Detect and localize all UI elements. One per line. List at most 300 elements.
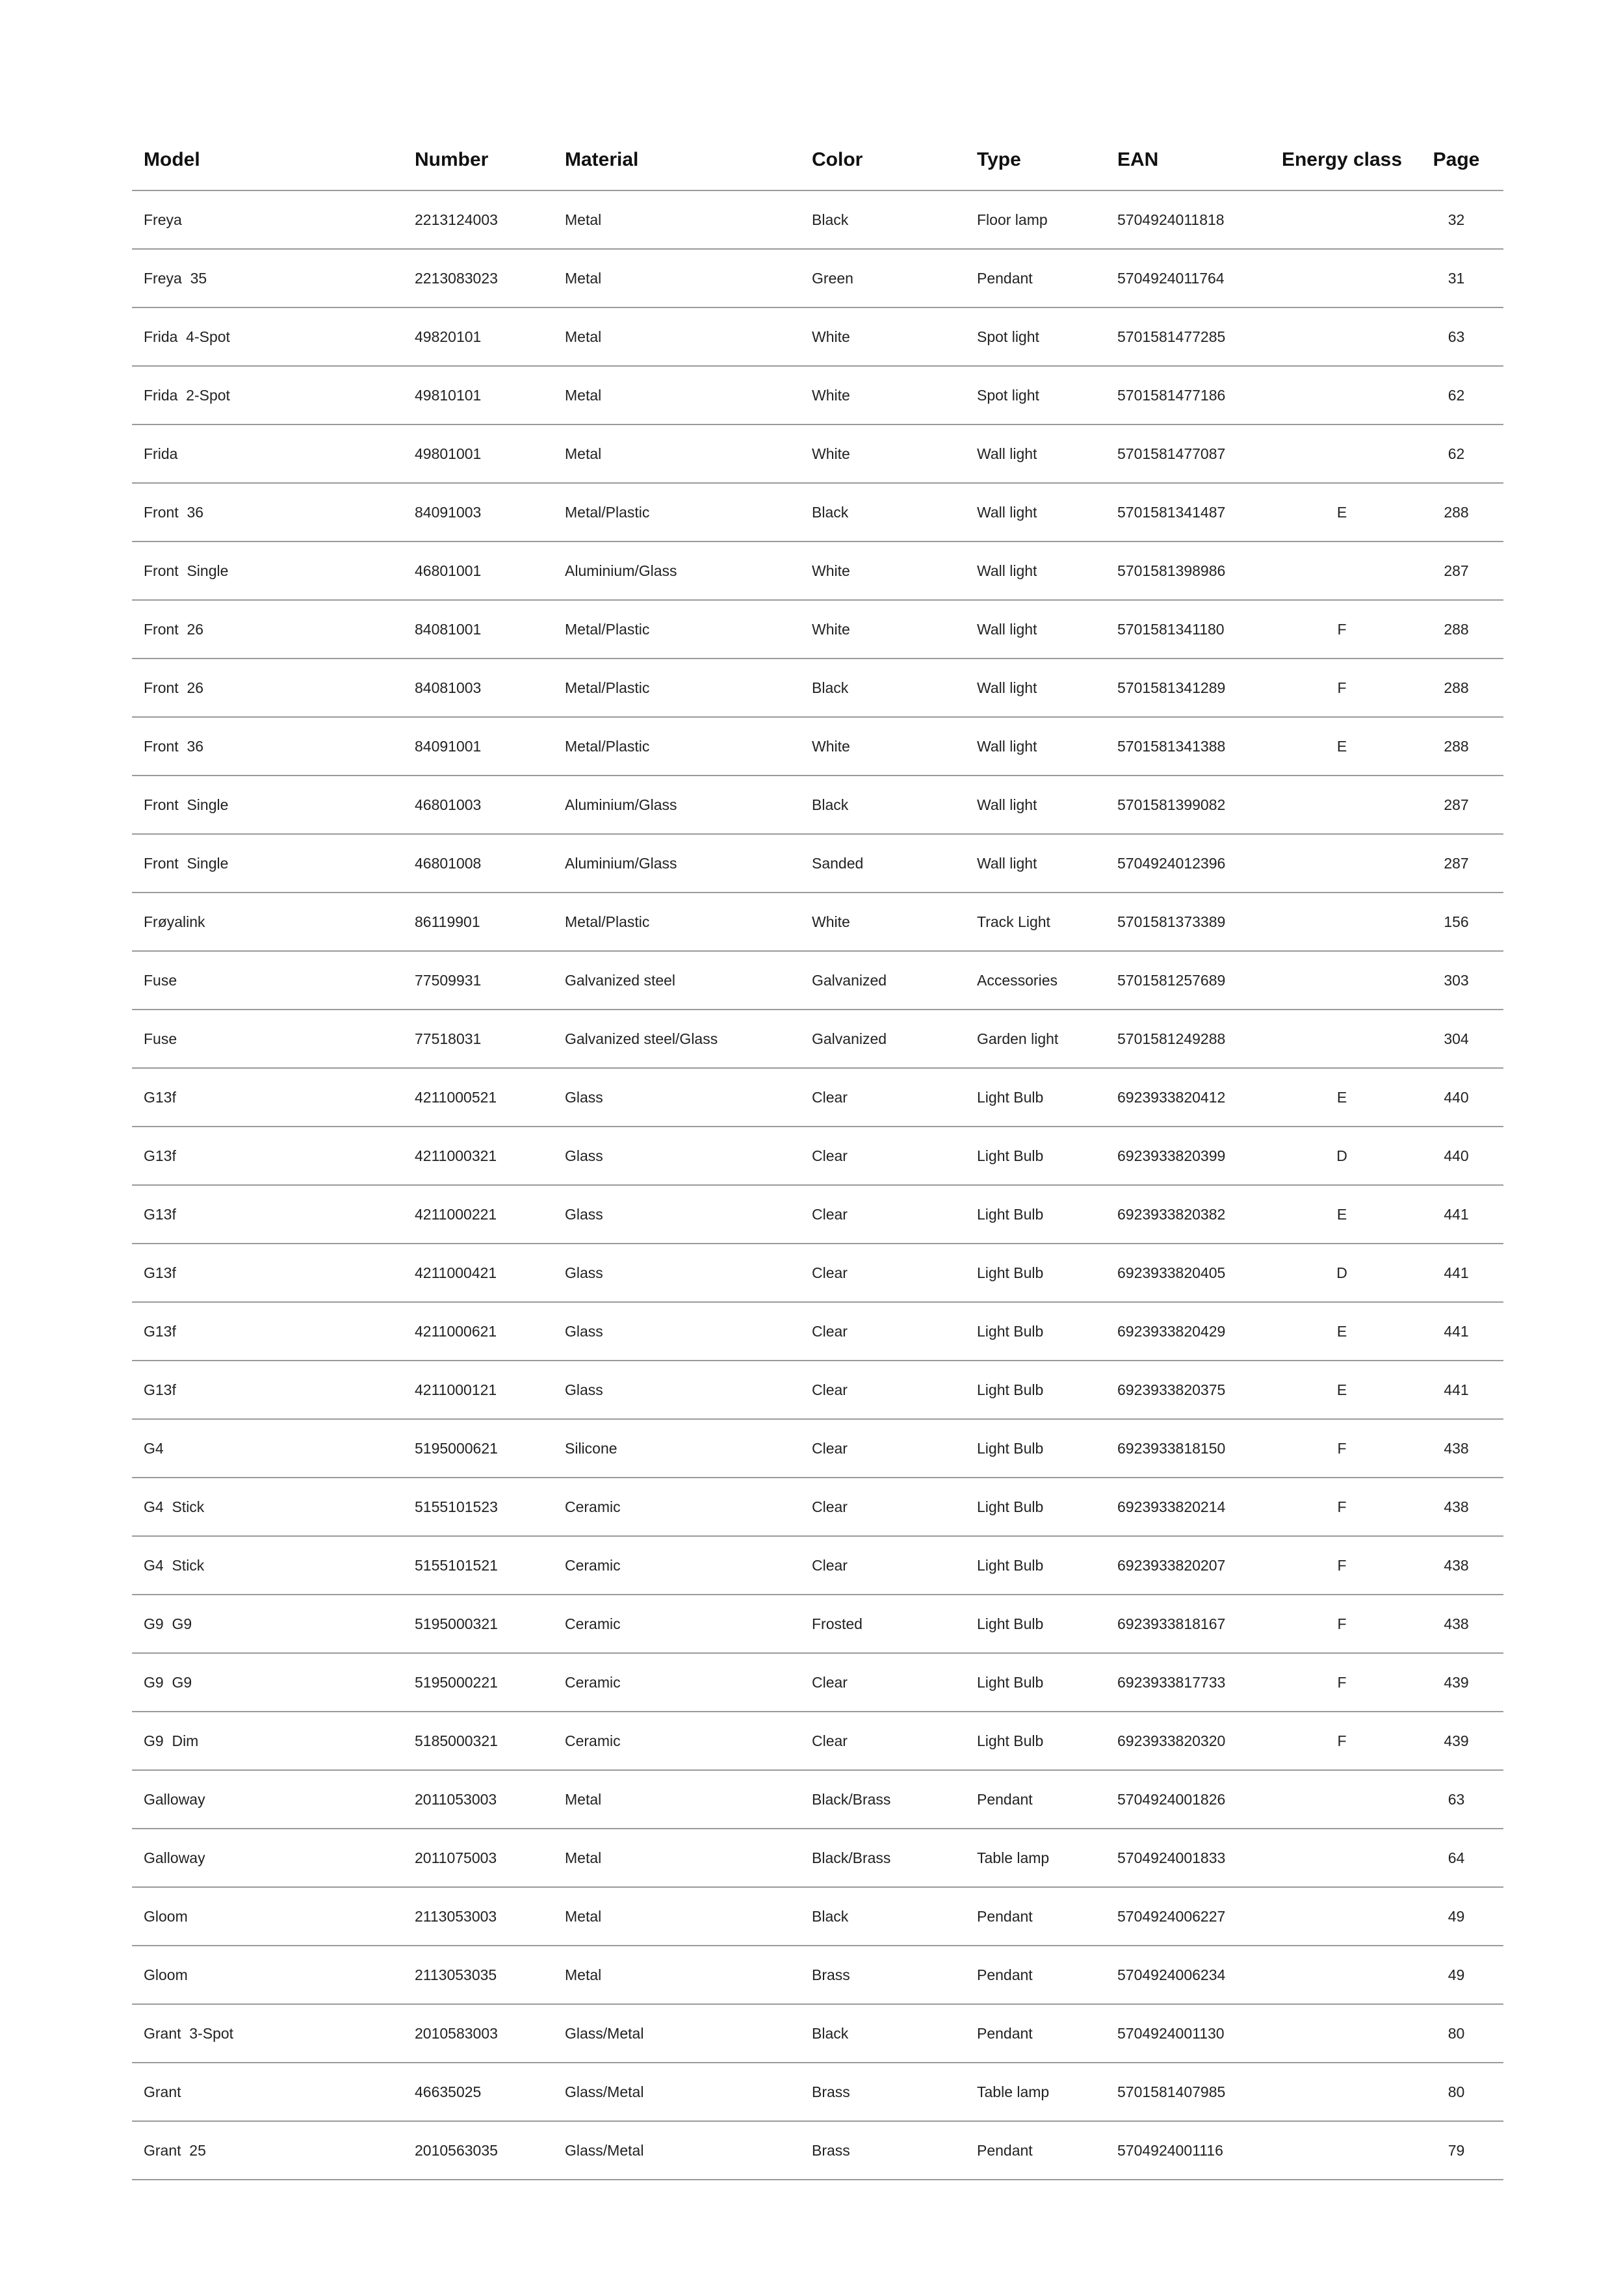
cell-number: 86119901: [403, 893, 553, 951]
cell-ean: 5701581373389: [1106, 893, 1275, 951]
cell-energy-class: [1275, 1946, 1409, 2004]
cell-type: Wall light: [965, 717, 1106, 776]
cell-page: 288: [1409, 483, 1503, 541]
table-row: [132, 1478, 1503, 1536]
cell-ean: 5701581249288: [1106, 1010, 1275, 1068]
cell-color: Clear: [800, 1653, 965, 1712]
cell-number: 5185000321: [403, 1712, 553, 1770]
cell-energy-class: E: [1275, 483, 1409, 541]
cell-model: Fuse: [132, 1010, 403, 1068]
table-row: [132, 1127, 1503, 1185]
column-header-number: Number: [403, 130, 553, 190]
cell-type: Wall light: [965, 659, 1106, 717]
cell-energy-class: [1275, 1829, 1409, 1887]
cell-energy-class: [1275, 2063, 1409, 2121]
cell-page: 62: [1409, 424, 1503, 483]
cell-color: Galvanized: [800, 1010, 965, 1068]
table-row: [132, 2004, 1503, 2063]
cell-energy-class: [1275, 893, 1409, 951]
cell-type: Light Bulb: [965, 1185, 1106, 1244]
cell-page: 64: [1409, 1829, 1503, 1887]
cell-color: White: [800, 600, 965, 659]
cell-ean: 6923933818150: [1106, 1419, 1275, 1478]
table-row: [132, 776, 1503, 834]
cell-page: 288: [1409, 717, 1503, 776]
cell-number: 2213083023: [403, 249, 553, 307]
cell-energy-class: F: [1275, 1478, 1409, 1536]
cell-number: 5155101521: [403, 1536, 553, 1595]
cell-number: 2113053003: [403, 1887, 553, 1946]
cell-type: Light Bulb: [965, 1127, 1106, 1185]
cell-type: Light Bulb: [965, 1302, 1106, 1361]
cell-energy-class: [1275, 2004, 1409, 2063]
cell-color: Black: [800, 190, 965, 249]
cell-type: Table lamp: [965, 2063, 1106, 2121]
cell-energy-class: E: [1275, 1361, 1409, 1419]
table-row: [132, 717, 1503, 776]
cell-ean: 6923933820214: [1106, 1478, 1275, 1536]
cell-material: Glass: [553, 1302, 800, 1361]
cell-ean: 6923933820405: [1106, 1244, 1275, 1302]
table-row: [132, 1419, 1503, 1478]
cell-energy-class: [1275, 1010, 1409, 1068]
cell-color: Brass: [800, 2063, 965, 2121]
cell-type: Light Bulb: [965, 1068, 1106, 1127]
table-row: [132, 1887, 1503, 1946]
cell-ean: 5704924001130: [1106, 2004, 1275, 2063]
cell-energy-class: [1275, 1887, 1409, 1946]
cell-color: Clear: [800, 1302, 965, 1361]
cell-model: Grant 3-Spot: [132, 2004, 403, 2063]
table-row: [132, 366, 1503, 424]
cell-type: Garden light: [965, 1010, 1106, 1068]
cell-material: Metal: [553, 249, 800, 307]
cell-color: Clear: [800, 1127, 965, 1185]
cell-page: 80: [1409, 2063, 1503, 2121]
cell-page: 287: [1409, 541, 1503, 600]
cell-ean: 5701581341289: [1106, 659, 1275, 717]
cell-page: 63: [1409, 307, 1503, 366]
table-row: [132, 1829, 1503, 1887]
cell-color: White: [800, 541, 965, 600]
cell-model: G4 Stick: [132, 1536, 403, 1595]
cell-model: G9 G9: [132, 1595, 403, 1653]
cell-model: Grant 25: [132, 2121, 403, 2180]
cell-type: Table lamp: [965, 1829, 1106, 1887]
cell-color: Galvanized: [800, 951, 965, 1010]
cell-energy-class: [1275, 1770, 1409, 1829]
cell-model: Grant: [132, 2063, 403, 2121]
cell-energy-class: F: [1275, 1653, 1409, 1712]
cell-type: Spot light: [965, 307, 1106, 366]
cell-material: Ceramic: [553, 1536, 800, 1595]
cell-ean: 6923933820320: [1106, 1712, 1275, 1770]
cell-page: 287: [1409, 834, 1503, 893]
cell-color: Clear: [800, 1244, 965, 1302]
cell-model: G4: [132, 1419, 403, 1478]
cell-type: Pendant: [965, 2004, 1106, 2063]
cell-page: 441: [1409, 1302, 1503, 1361]
cell-energy-class: [1275, 249, 1409, 307]
cell-page: 156: [1409, 893, 1503, 951]
cell-material: Aluminium/Glass: [553, 834, 800, 893]
cell-energy-class: E: [1275, 1302, 1409, 1361]
cell-ean: 5701581341388: [1106, 717, 1275, 776]
cell-number: 4211000221: [403, 1185, 553, 1244]
cell-number: 77509931: [403, 951, 553, 1010]
cell-model: Front 26: [132, 659, 403, 717]
cell-number: 4211000421: [403, 1244, 553, 1302]
column-header-ean: EAN: [1106, 130, 1275, 190]
table-row: [132, 600, 1503, 659]
cell-ean: 5704924001116: [1106, 2121, 1275, 2180]
table-row: [132, 951, 1503, 1010]
cell-ean: 5701581477285: [1106, 307, 1275, 366]
cell-page: 63: [1409, 1770, 1503, 1829]
cell-color: Brass: [800, 1946, 965, 2004]
table-row: [132, 2063, 1503, 2121]
cell-model: Front 36: [132, 717, 403, 776]
cell-color: Clear: [800, 1361, 965, 1419]
cell-number: 5155101523: [403, 1478, 553, 1536]
cell-material: Glass: [553, 1361, 800, 1419]
cell-energy-class: [1275, 2121, 1409, 2180]
cell-material: Aluminium/Glass: [553, 541, 800, 600]
cell-ean: 5704924006227: [1106, 1887, 1275, 1946]
cell-energy-class: [1275, 424, 1409, 483]
cell-color: Black: [800, 2004, 965, 2063]
cell-color: Clear: [800, 1068, 965, 1127]
table-row: [132, 1302, 1503, 1361]
cell-number: 46801001: [403, 541, 553, 600]
cell-page: 288: [1409, 659, 1503, 717]
cell-page: 288: [1409, 600, 1503, 659]
cell-model: G9 Dim: [132, 1712, 403, 1770]
cell-type: Pendant: [965, 1770, 1106, 1829]
table-row: [132, 2121, 1503, 2180]
cell-number: 4211000621: [403, 1302, 553, 1361]
cell-type: Light Bulb: [965, 1595, 1106, 1653]
cell-page: 79: [1409, 2121, 1503, 2180]
cell-type: Accessories: [965, 951, 1106, 1010]
cell-ean: 5701581407985: [1106, 2063, 1275, 2121]
cell-number: 2011075003: [403, 1829, 553, 1887]
cell-color: Sanded: [800, 834, 965, 893]
cell-type: Pendant: [965, 2121, 1106, 2180]
cell-page: 32: [1409, 190, 1503, 249]
cell-color: White: [800, 717, 965, 776]
cell-energy-class: F: [1275, 1712, 1409, 1770]
cell-type: Track Light: [965, 893, 1106, 951]
table-row: [132, 1712, 1503, 1770]
product-list-page: [132, 130, 1503, 2180]
cell-material: Metal/Plastic: [553, 717, 800, 776]
cell-model: G13f: [132, 1244, 403, 1302]
table-row: [132, 1946, 1503, 2004]
cell-material: Silicone: [553, 1419, 800, 1478]
cell-material: Metal: [553, 190, 800, 249]
cell-model: Frida 2-Spot: [132, 366, 403, 424]
cell-page: 441: [1409, 1185, 1503, 1244]
cell-number: 4211000321: [403, 1127, 553, 1185]
cell-model: Frida: [132, 424, 403, 483]
cell-material: Metal/Plastic: [553, 483, 800, 541]
cell-material: Galvanized steel/Glass: [553, 1010, 800, 1068]
cell-page: 303: [1409, 951, 1503, 1010]
table-row: [132, 424, 1503, 483]
cell-type: Spot light: [965, 366, 1106, 424]
cell-type: Light Bulb: [965, 1478, 1106, 1536]
cell-type: Wall light: [965, 483, 1106, 541]
cell-color: White: [800, 893, 965, 951]
cell-model: G9 G9: [132, 1653, 403, 1712]
cell-model: Frøyalink: [132, 893, 403, 951]
cell-energy-class: [1275, 834, 1409, 893]
cell-energy-class: F: [1275, 600, 1409, 659]
cell-page: 438: [1409, 1595, 1503, 1653]
cell-color: White: [800, 424, 965, 483]
cell-energy-class: E: [1275, 717, 1409, 776]
cell-page: 49: [1409, 1887, 1503, 1946]
cell-model: G13f: [132, 1361, 403, 1419]
column-header-energy-class: Energy class: [1275, 130, 1409, 190]
cell-type: Light Bulb: [965, 1712, 1106, 1770]
cell-ean: 5704924006234: [1106, 1946, 1275, 2004]
cell-ean: 5701581399082: [1106, 776, 1275, 834]
cell-material: Glass/Metal: [553, 2004, 800, 2063]
table-row: [132, 249, 1503, 307]
cell-type: Light Bulb: [965, 1419, 1106, 1478]
cell-material: Metal: [553, 366, 800, 424]
table-row: [132, 1653, 1503, 1712]
cell-model: G13f: [132, 1127, 403, 1185]
cell-page: 440: [1409, 1127, 1503, 1185]
cell-material: Metal: [553, 424, 800, 483]
cell-type: Floor lamp: [965, 190, 1106, 249]
cell-ean: 6923933820375: [1106, 1361, 1275, 1419]
column-header-color: Color: [800, 130, 965, 190]
cell-color: Clear: [800, 1419, 965, 1478]
cell-model: G13f: [132, 1068, 403, 1127]
cell-number: 77518031: [403, 1010, 553, 1068]
table-row: [132, 1068, 1503, 1127]
cell-material: Ceramic: [553, 1653, 800, 1712]
cell-color: Frosted: [800, 1595, 965, 1653]
cell-number: 84081001: [403, 600, 553, 659]
cell-type: Wall light: [965, 776, 1106, 834]
cell-number: 5195000321: [403, 1595, 553, 1653]
cell-page: 304: [1409, 1010, 1503, 1068]
cell-number: 4211000521: [403, 1068, 553, 1127]
cell-color: Black: [800, 1887, 965, 1946]
cell-page: 440: [1409, 1068, 1503, 1127]
cell-ean: 6923933820399: [1106, 1127, 1275, 1185]
cell-energy-class: [1275, 541, 1409, 600]
cell-page: 439: [1409, 1712, 1503, 1770]
cell-material: Ceramic: [553, 1712, 800, 1770]
cell-color: Clear: [800, 1185, 965, 1244]
cell-material: Metal: [553, 1887, 800, 1946]
table-row: [132, 834, 1503, 893]
table-row: [132, 1185, 1503, 1244]
product-table: [132, 130, 1503, 2180]
cell-energy-class: F: [1275, 1595, 1409, 1653]
cell-number: 46635025: [403, 2063, 553, 2121]
cell-energy-class: [1275, 951, 1409, 1010]
table-body: [132, 190, 1503, 2180]
cell-page: 287: [1409, 776, 1503, 834]
cell-ean: 5704924011818: [1106, 190, 1275, 249]
table-row: [132, 1361, 1503, 1419]
cell-energy-class: F: [1275, 659, 1409, 717]
table-row: [132, 190, 1503, 249]
cell-energy-class: E: [1275, 1185, 1409, 1244]
cell-page: 441: [1409, 1361, 1503, 1419]
cell-number: 2213124003: [403, 190, 553, 249]
cell-number: 5195000221: [403, 1653, 553, 1712]
cell-color: Green: [800, 249, 965, 307]
cell-material: Metal: [553, 1829, 800, 1887]
cell-ean: 6923933820412: [1106, 1068, 1275, 1127]
cell-type: Wall light: [965, 541, 1106, 600]
cell-material: Glass/Metal: [553, 2121, 800, 2180]
cell-energy-class: [1275, 307, 1409, 366]
cell-material: Ceramic: [553, 1595, 800, 1653]
cell-type: Wall light: [965, 424, 1106, 483]
cell-color: Black: [800, 776, 965, 834]
cell-ean: 6923933817733: [1106, 1653, 1275, 1712]
cell-number: 84081003: [403, 659, 553, 717]
cell-number: 2010563035: [403, 2121, 553, 2180]
cell-material: Metal/Plastic: [553, 659, 800, 717]
cell-model: Front Single: [132, 776, 403, 834]
cell-type: Wall light: [965, 600, 1106, 659]
cell-material: Metal/Plastic: [553, 600, 800, 659]
column-header-material: Material: [553, 130, 800, 190]
cell-type: Pendant: [965, 1887, 1106, 1946]
cell-type: Light Bulb: [965, 1536, 1106, 1595]
table-row: [132, 1244, 1503, 1302]
cell-number: 84091001: [403, 717, 553, 776]
cell-type: Light Bulb: [965, 1244, 1106, 1302]
cell-ean: 5701581398986: [1106, 541, 1275, 600]
table-row: [132, 659, 1503, 717]
cell-ean: 5701581341487: [1106, 483, 1275, 541]
cell-ean: 5704924001826: [1106, 1770, 1275, 1829]
cell-ean: 6923933818167: [1106, 1595, 1275, 1653]
cell-color: Clear: [800, 1536, 965, 1595]
cell-type: Pendant: [965, 249, 1106, 307]
cell-energy-class: F: [1275, 1419, 1409, 1478]
cell-model: Front Single: [132, 541, 403, 600]
cell-material: Metal/Plastic: [553, 893, 800, 951]
cell-number: 5195000621: [403, 1419, 553, 1478]
cell-material: Glass: [553, 1244, 800, 1302]
cell-energy-class: D: [1275, 1244, 1409, 1302]
cell-number: 84091003: [403, 483, 553, 541]
cell-page: 439: [1409, 1653, 1503, 1712]
cell-material: Glass: [553, 1127, 800, 1185]
cell-number: 49820101: [403, 307, 553, 366]
cell-energy-class: F: [1275, 1536, 1409, 1595]
cell-material: Metal: [553, 307, 800, 366]
table-row: [132, 1770, 1503, 1829]
cell-model: Freya 35: [132, 249, 403, 307]
cell-energy-class: [1275, 190, 1409, 249]
cell-color: Black/Brass: [800, 1829, 965, 1887]
cell-energy-class: [1275, 366, 1409, 424]
cell-energy-class: E: [1275, 1068, 1409, 1127]
cell-ean: 6923933820429: [1106, 1302, 1275, 1361]
cell-color: Clear: [800, 1712, 965, 1770]
cell-ean: 5701581341180: [1106, 600, 1275, 659]
cell-model: Freya: [132, 190, 403, 249]
cell-ean: 6923933820207: [1106, 1536, 1275, 1595]
cell-model: Front Single: [132, 834, 403, 893]
cell-number: 49801001: [403, 424, 553, 483]
cell-material: Aluminium/Glass: [553, 776, 800, 834]
cell-model: Gloom: [132, 1946, 403, 2004]
table-row: [132, 1010, 1503, 1068]
cell-page: 441: [1409, 1244, 1503, 1302]
cell-model: G13f: [132, 1185, 403, 1244]
cell-model: Galloway: [132, 1770, 403, 1829]
cell-number: 49810101: [403, 366, 553, 424]
column-header-type: Type: [965, 130, 1106, 190]
cell-color: White: [800, 307, 965, 366]
cell-material: Galvanized steel: [553, 951, 800, 1010]
cell-color: Black/Brass: [800, 1770, 965, 1829]
cell-material: Glass/Metal: [553, 2063, 800, 2121]
cell-number: 2113053035: [403, 1946, 553, 2004]
cell-number: 2011053003: [403, 1770, 553, 1829]
cell-model: Gloom: [132, 1887, 403, 1946]
cell-ean: 5704924012396: [1106, 834, 1275, 893]
table-row: [132, 1536, 1503, 1595]
column-header-page: Page: [1409, 130, 1503, 190]
cell-number: 2010583003: [403, 2004, 553, 2063]
cell-number: 46801008: [403, 834, 553, 893]
cell-ean: 5701581257689: [1106, 951, 1275, 1010]
cell-model: Fuse: [132, 951, 403, 1010]
cell-color: Black: [800, 483, 965, 541]
cell-color: White: [800, 366, 965, 424]
cell-energy-class: [1275, 776, 1409, 834]
cell-material: Glass: [553, 1185, 800, 1244]
cell-ean: 6923933820382: [1106, 1185, 1275, 1244]
table-row: [132, 541, 1503, 600]
cell-number: 4211000121: [403, 1361, 553, 1419]
cell-model: Front 36: [132, 483, 403, 541]
cell-number: 46801003: [403, 776, 553, 834]
cell-model: G4 Stick: [132, 1478, 403, 1536]
cell-type: Light Bulb: [965, 1361, 1106, 1419]
cell-page: 80: [1409, 2004, 1503, 2063]
cell-material: Metal: [553, 1946, 800, 2004]
cell-material: Glass: [553, 1068, 800, 1127]
table-row: [132, 893, 1503, 951]
cell-ean: 5704924011764: [1106, 249, 1275, 307]
column-header-model: Model: [132, 130, 403, 190]
table-row: [132, 483, 1503, 541]
cell-page: 49: [1409, 1946, 1503, 2004]
cell-page: 438: [1409, 1536, 1503, 1595]
cell-color: Black: [800, 659, 965, 717]
cell-page: 438: [1409, 1478, 1503, 1536]
cell-page: 31: [1409, 249, 1503, 307]
cell-material: Ceramic: [553, 1478, 800, 1536]
cell-ean: 5701581477087: [1106, 424, 1275, 483]
